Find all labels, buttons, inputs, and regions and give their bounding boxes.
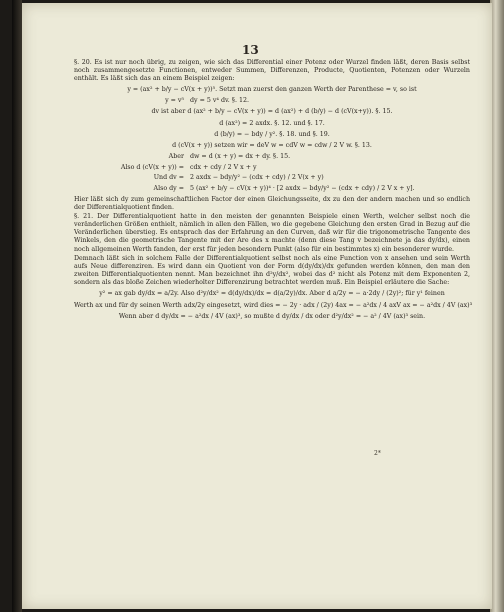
book-spine-shadow: [12, 0, 22, 612]
equation-10-lhs: Also dy =: [153, 184, 184, 192]
equation-2-rhs: dy = 5 v⁴ dv. §. 12.: [190, 97, 249, 105]
equation-7: [74, 153, 470, 161]
equation-1: y = (ax² + b/y − cV(x + y))⁵. Setzt man zuerst den ganzen Werth der Parenthese = v, so ist: [127, 86, 417, 94]
page-number: 13: [242, 43, 259, 57]
equation-6: d (cV(x + y)) setzen wir = deV w = cdV w = cdw / 2 V w. §. 13.: [172, 141, 372, 149]
equation-11: y² = ax gab dy/dx = a/2y. Also d²y/dx² = d(dy/dx)/dx = d(a/2y)/dx. Aber d a/2y = − a·2dy / (2y)²; für y¹ feinen: [99, 290, 445, 298]
paragraph-second-derivative: Demnach läßt sich in solchem Falle der Differentialquotient selbst noch als eine Function von x ansehen und sein Werth aufs Neue differenziren. Es wird dann ein Quotient von der Form d(dy/dx)/dx gefunden werden können, den man den zweiten Differentialquotienten nennt. Man bezeichnet ihn d²y/dx², wobei das d² nicht als Potenz mit dem Exponenten 2, sondern als das bloße Zeichen wiederholter Differenzirung betrachtet werden muß. Ein Beispiel erläutere die Sache:: [74, 255, 470, 287]
equation-13: Wenn aber d dy/dx = − a²dx / 4V (ax)³, so mußte d dy/dx / dx oder d²y/dx² = − a² / 4V (ax)³ sein.: [118, 312, 426, 320]
equation-10-rhs: 5 (ax² + b/y − cV(x + y))⁴ · [2 axdx − bdy/y² − (cdx + cdy) / 2 V x + y].: [190, 184, 415, 192]
book-page: [22, 3, 492, 609]
equation-7-lhs: Aber: [168, 152, 184, 160]
equation-3: dv ist aber d (ax² + b/y − cV(x + y)) = d (ax²) + d (b/y) − d (cV(x+y)). §. 15.: [151, 108, 393, 116]
paragraph-20: §. 20. Es ist nur noch übrig, zu zeigen, wie sich das Differential einer Potenz oder Wurzel finden läßt, deren Basis selbst noch zusammengesetzte Functionen, entweder Summen, Differenzen, Producte, Quotienten, Potenzen oder Wurzeln enthält. Es läßt sich das an einem Beispiel zeigen:: [74, 59, 470, 83]
equation-12: Werth ax und für dy seinen Werth adx/2y eingesetzt, wird dies = − 2y · adx / (2y) 4ax = − a²dx / 4 axV ax = − a²dx / 4V (ax)³: [74, 301, 473, 309]
equation-4: d (ax²) = 2 axdx. §. 12. und §. 17.: [219, 119, 325, 127]
equation-8: [74, 164, 470, 172]
equation-2: [74, 97, 470, 105]
equation-7-rhs: dw = d (x + y) = dx + dy. §. 15.: [190, 152, 291, 160]
equation-2-lhs: y = v⁵: [165, 97, 184, 105]
equation-9-lhs: Und dv =: [153, 174, 184, 182]
equation-8-rhs: cdx + cdy / 2 V x + y: [190, 163, 257, 171]
page-edge: [490, 0, 504, 612]
equation-10: [74, 185, 470, 193]
page-content: [74, 59, 473, 324]
equation-9-rhs: 2 axdx − bdy/y² − (cdx + cdy) / 2 V(x + y): [190, 174, 324, 182]
equation-8-lhs: Also d (cV(x + y)) =: [120, 163, 184, 171]
equation-5: d (b/y) = − bdy / y². §. 18. und §. 19.: [214, 130, 330, 138]
paragraph-factor: Hier läßt sich dy zum gemeinschaftlichen Factor der einen Gleichungsseite, dx zu den der andern machen und so endlich der Differentialquotient finden.: [74, 195, 470, 211]
signature-mark: 2*: [374, 450, 381, 457]
equation-9: [74, 174, 470, 182]
paragraph-21: §. 21. Der Differentialquotient hatte in den meisten der genannten Beispiele einen Werth, welcher selbst noch die veränderlichen Größen enthielt, nämlich in allen den Fällen, wo die gegebene Gleichung den ersten Grad in Bezug auf die Veränderlichen überstieg. Es entsprach das der Erfahrung an den Curven, daß wir für die trigonometrische Tangente des Winkels, den die geometrische Tangente mit der Are des x machte (denn diese Tang v bezeichnete ja das dy/dx), einen noch allgemeinen Werth fanden, der erst für jeden besondern Punkt (also für ein bestimmtes x) ein besonderer wurde.: [74, 213, 470, 253]
